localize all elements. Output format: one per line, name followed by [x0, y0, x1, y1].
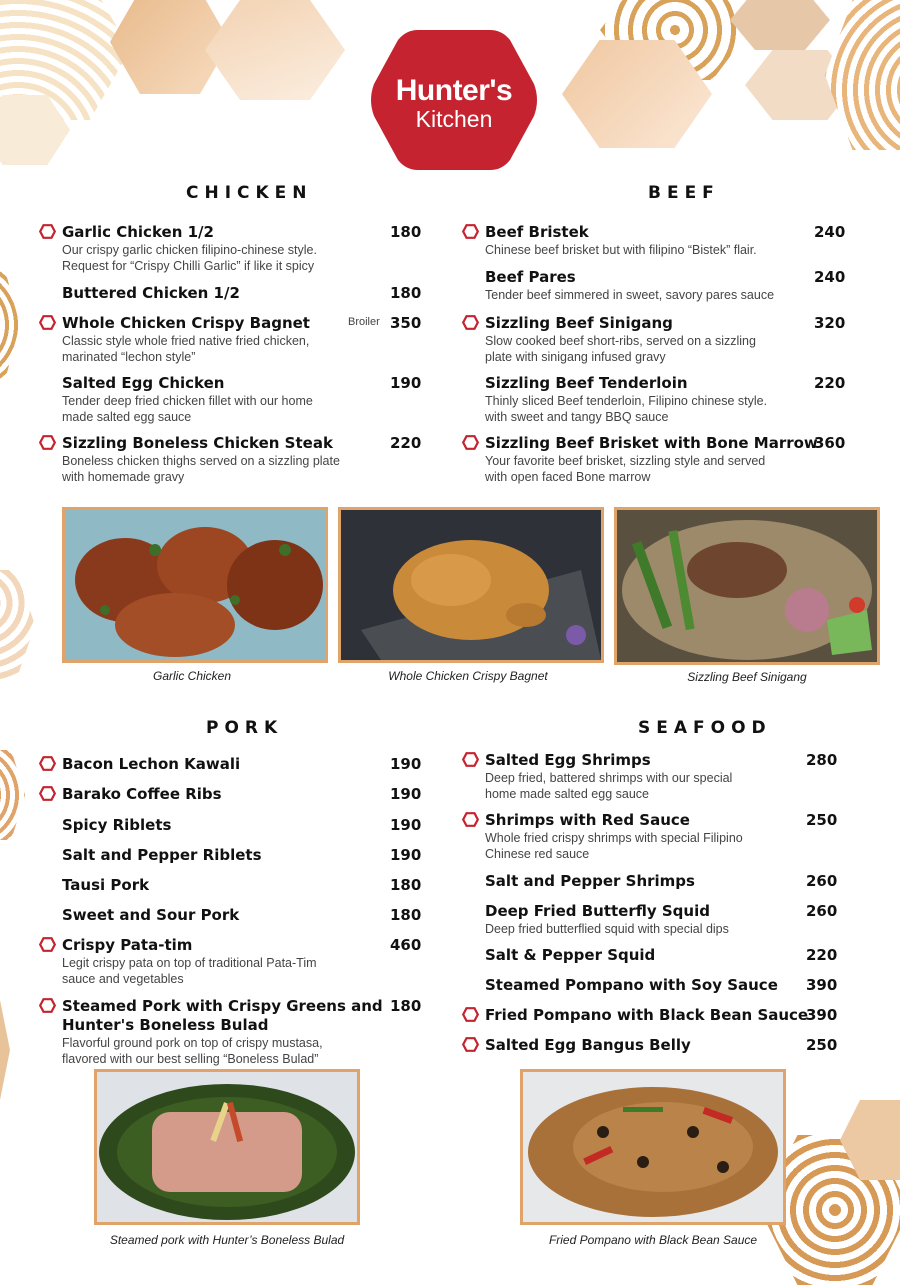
photo-whole-chicken-bagnet — [338, 507, 604, 663]
item-name: Salted Egg Chicken — [62, 374, 225, 392]
item-name: Salted Egg Bangus Belly — [485, 1036, 691, 1054]
item-description: Request for “Crispy Chilli Garlic” if like it spicy — [62, 259, 315, 273]
item-price: 180 — [390, 997, 422, 1015]
menu-item-seafood — [485, 976, 846, 995]
item-description: with open faced Bone marrow — [485, 470, 651, 484]
menu-item-seafood — [485, 902, 846, 937]
item-name: Deep Fried Butterfly Squid — [485, 902, 710, 920]
item-description: home made salted egg sauce — [485, 787, 649, 801]
logo-line1: Hunter's — [395, 74, 513, 107]
hexagon-outline-icon — [462, 1007, 479, 1022]
item-name: Sizzling Boneless Chicken Steak — [62, 434, 333, 452]
item-price: 360 — [814, 434, 846, 452]
item-price: 180 — [390, 284, 422, 302]
item-name: Shrimps with Red Sauce — [485, 811, 690, 829]
item-name: Beef Bristek — [485, 223, 589, 241]
menu-item-chicken — [62, 374, 430, 425]
item-name: Tausi Pork — [62, 876, 150, 894]
item-price: 220 — [806, 946, 838, 964]
item-name: Sizzling Beef Brisket with Bone Marrow — [485, 434, 818, 452]
item-name: Steamed Pompano with Soy Sauce — [485, 976, 778, 994]
decor-hexagon — [825, 0, 900, 150]
item-description: Your favorite beef brisket, sizzling style and served — [485, 454, 766, 468]
photo-garlic-chicken — [62, 507, 328, 663]
item-name: Sizzling Beef Tenderloin — [485, 374, 688, 392]
item-name: Buttered Chicken 1/2 — [62, 284, 240, 302]
item-price: 190 — [390, 374, 422, 392]
photo-sizzling-beef-sinigang — [614, 507, 880, 665]
item-name: Salt and Pepper Shrimps — [485, 872, 695, 890]
decor-hexagon — [0, 750, 25, 840]
item-price: 190 — [390, 755, 422, 773]
item-description: with homemade gravy — [62, 470, 185, 484]
item-description: Slow cooked beef short-ribs, served on a sizzling — [485, 334, 756, 348]
menu-item-chicken — [62, 284, 430, 303]
menu-item-pork — [62, 846, 430, 865]
item-price: 190 — [390, 846, 422, 864]
item-name: Sizzling Beef Sinigang — [485, 314, 673, 332]
section-title-chicken: CHICKEN — [186, 183, 313, 203]
item-description: Deep fried butterflied squid with special dips — [485, 922, 729, 936]
decor-hexagon — [0, 270, 20, 380]
item-price: 240 — [814, 223, 846, 241]
item-description: Tender beef simmered in sweet, savory pares sauce — [485, 288, 775, 302]
item-description: Chinese red sauce — [485, 847, 590, 861]
item-price: 180 — [390, 906, 422, 924]
decor-hexagon — [730, 0, 830, 50]
menu-item-beef — [485, 434, 854, 485]
menu-item-pork — [62, 997, 430, 1067]
item-description: Boneless chicken thighs served on a sizzling plate — [62, 454, 340, 468]
item-name: Barako Coffee Ribs — [62, 785, 222, 803]
item-description: Classic style whole fried native fried chicken, — [62, 334, 310, 348]
item-description: sauce and vegetables — [62, 972, 184, 986]
item-price: 220 — [390, 434, 422, 452]
item-price: 260 — [806, 872, 838, 890]
caption-garlic-chicken: Garlic Chicken — [152, 669, 232, 683]
item-price: 240 — [814, 268, 846, 286]
hexagon-outline-icon — [39, 756, 56, 771]
item-description: flavored with our best selling “Boneless Bulad” — [62, 1052, 319, 1066]
menu-item-pork — [62, 755, 430, 774]
item-note: Broiler — [348, 316, 380, 328]
menu-item-seafood — [485, 946, 846, 965]
menu-item-beef — [485, 268, 854, 303]
hexagon-outline-icon — [39, 998, 56, 1013]
item-name: Bacon Lechon Kawali — [62, 755, 241, 773]
menu-item-pork — [62, 906, 430, 925]
menu-item-pork — [62, 816, 430, 835]
item-price: 250 — [806, 811, 838, 829]
item-name: Steamed Pork with Crispy Greens and — [62, 997, 383, 1015]
section-title-beef: BEEF — [648, 183, 720, 203]
menu-item-seafood — [485, 1036, 846, 1055]
item-name: Sweet and Sour Pork — [62, 906, 240, 924]
photo-steamed-pork — [94, 1069, 360, 1225]
caption-steamed-pork: Steamed pork with Hunter’s Boneless Bulad — [109, 1233, 345, 1247]
item-price: 320 — [814, 314, 846, 332]
item-description: Chinese beef brisket but with filipino “Bistek” flair. — [485, 243, 757, 257]
section-title-pork: PORK — [206, 718, 284, 738]
decor-hexagon — [205, 0, 345, 100]
decor-hexagon — [0, 570, 35, 680]
item-price: 220 — [814, 374, 846, 392]
item-price: 350 — [390, 314, 422, 332]
item-description: Legit crispy pata on top of traditional Pata-Tim — [62, 956, 317, 970]
item-name: Garlic Chicken 1/2 — [62, 223, 214, 241]
item-name: Spicy Riblets — [62, 816, 172, 834]
item-description: Tender deep fried chicken fillet with our home — [62, 394, 313, 408]
caption-sizzling-beef-sinigang: Sizzling Beef Sinigang — [687, 670, 807, 684]
logo — [368, 26, 540, 174]
menu-item-seafood — [485, 811, 846, 862]
item-description: Thinly sliced Beef tenderloin, Filipino chinese style. — [485, 394, 768, 408]
section-title-seafood: SEAFOOD — [638, 718, 772, 738]
hexagon-outline-icon — [462, 315, 479, 330]
item-price: 280 — [806, 751, 838, 769]
hexagon-outline-icon — [39, 435, 56, 450]
item-price: 390 — [806, 976, 838, 994]
hexagon-outline-icon — [462, 224, 479, 239]
item-price: 180 — [390, 223, 422, 241]
hexagon-outline-icon — [39, 315, 56, 330]
item-description: Our crispy garlic chicken filipino-chinese style. — [62, 243, 317, 257]
item-price: 190 — [390, 816, 422, 834]
photo-fried-pompano — [520, 1069, 786, 1225]
menu-item-beef — [485, 314, 854, 365]
item-name: Beef Pares — [485, 268, 576, 286]
item-name: Salt & Pepper Squid — [485, 946, 656, 964]
hexagon-outline-icon — [462, 435, 479, 450]
menu-item-beef — [485, 374, 854, 425]
menu-item-seafood — [485, 872, 846, 891]
item-description: plate with sinigang infused gravy — [485, 350, 666, 364]
menu-item-chicken — [62, 223, 430, 274]
item-description: Whole fried crispy shrimps with special Filipino — [485, 831, 743, 845]
menu-item-seafood — [485, 1006, 846, 1025]
menu-item-pork — [62, 876, 430, 895]
item-name-line2: Hunter's Boneless Bulad — [62, 1016, 269, 1034]
hexagon-outline-icon — [39, 786, 56, 801]
hexagon-outline-icon — [39, 937, 56, 952]
item-price: 180 — [390, 876, 422, 894]
item-name: Fried Pompano with Black Bean Sauce — [485, 1006, 809, 1024]
item-price: 190 — [390, 785, 422, 803]
item-description: Flavorful ground pork on top of crispy mustasa, — [62, 1036, 323, 1050]
item-name: Crispy Pata-tim — [62, 936, 193, 954]
caption-fried-pompano: Fried Pompano with Black Bean Sauce — [548, 1233, 758, 1247]
decor-hexagon — [0, 1000, 10, 1100]
menu-item-seafood — [485, 751, 846, 802]
item-name: Salted Egg Shrimps — [485, 751, 651, 769]
item-price: 260 — [806, 902, 838, 920]
item-name: Whole Chicken Crispy Bagnet — [62, 314, 310, 332]
item-description: made salted egg sauce — [62, 410, 192, 424]
menu-item-chicken — [62, 314, 430, 365]
item-price: 250 — [806, 1036, 838, 1054]
logo-line2: Kitchen — [415, 106, 493, 132]
menu-item-chicken — [62, 434, 430, 485]
item-description: with sweet and tangy BBQ sauce — [485, 410, 669, 424]
hexagon-outline-icon — [39, 224, 56, 239]
caption-whole-chicken-bagnet: Whole Chicken Crispy Bagnet — [388, 669, 548, 683]
menu-item-beef — [485, 223, 854, 258]
item-description: Deep fried, battered shrimps with our special — [485, 771, 733, 785]
item-price: 460 — [390, 936, 422, 954]
hexagon-outline-icon — [462, 752, 479, 767]
item-description: marinated “lechon style” — [62, 350, 196, 364]
hexagon-outline-icon — [462, 812, 479, 827]
item-name: Salt and Pepper Riblets — [62, 846, 262, 864]
menu-item-pork — [62, 785, 430, 804]
menu-item-pork — [62, 936, 430, 987]
hexagon-outline-icon — [462, 1037, 479, 1052]
item-price: 390 — [806, 1006, 838, 1024]
